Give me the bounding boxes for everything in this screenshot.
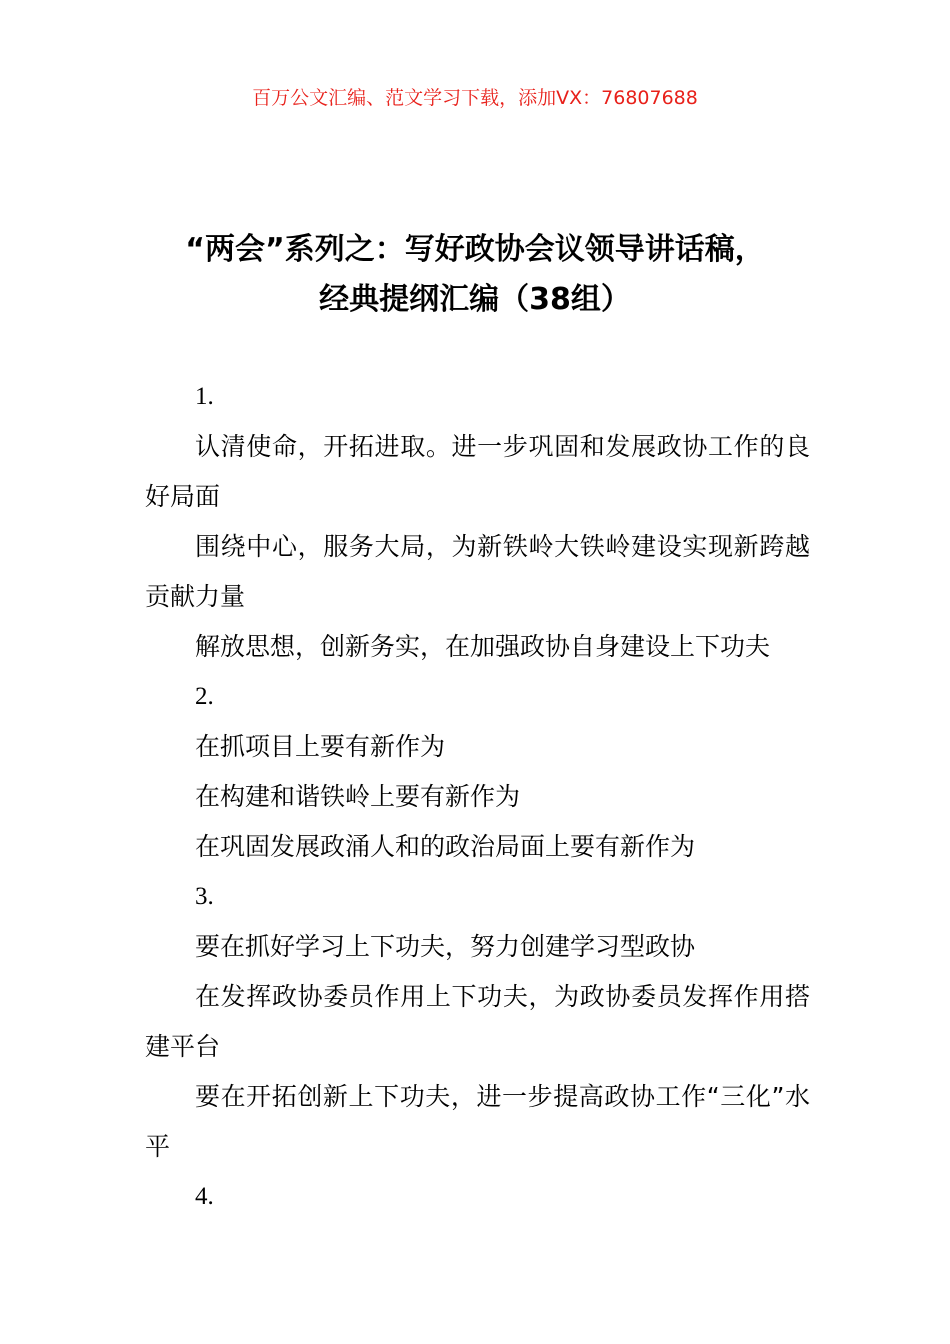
section-number: 2. (195, 683, 214, 710)
paragraph: 认清使命，开拓进取。进一步巩固和发展政协工作的良好局面 (145, 432, 810, 511)
paragraph: 解放思想，创新务实，在加强政协自身建设上下功夫 (195, 632, 771, 661)
paragraph: 在抓项目上要有新作为 (195, 732, 446, 761)
document-title (100, 225, 850, 325)
title-line-1: “两会”系列之：写好政协会议领导讲话稿， (185, 232, 765, 267)
paragraph: 在发挥政协委员作用上下功夫，为政协委员发挥作用搭建平台 (145, 982, 810, 1061)
section-number: 1. (195, 383, 214, 410)
document-body (145, 372, 810, 1222)
paragraph: 要在抓好学习上下功夫，努力创建学习型政协 (195, 932, 696, 961)
section-number: 3. (195, 883, 214, 910)
paragraph: 在构建和谐铁岭上要有新作为 (195, 782, 521, 811)
watermark-header: 百万公文汇编、范文学习下载，添加VX：76807688 (252, 87, 698, 109)
paragraph: 围绕中心，服务大局，为新铁岭大铁岭建设实现新跨越贡献力量 (145, 532, 810, 611)
title-line-2: 经典提纲汇编（38组） (319, 282, 631, 317)
paragraph: 在巩固发展政涌人和的政治局面上要有新作为 (195, 832, 696, 861)
paragraph: 要在开拓创新上下功夫，进一步提高政协工作“三化”水平 (145, 1082, 810, 1161)
section-number: 4. (195, 1183, 214, 1210)
